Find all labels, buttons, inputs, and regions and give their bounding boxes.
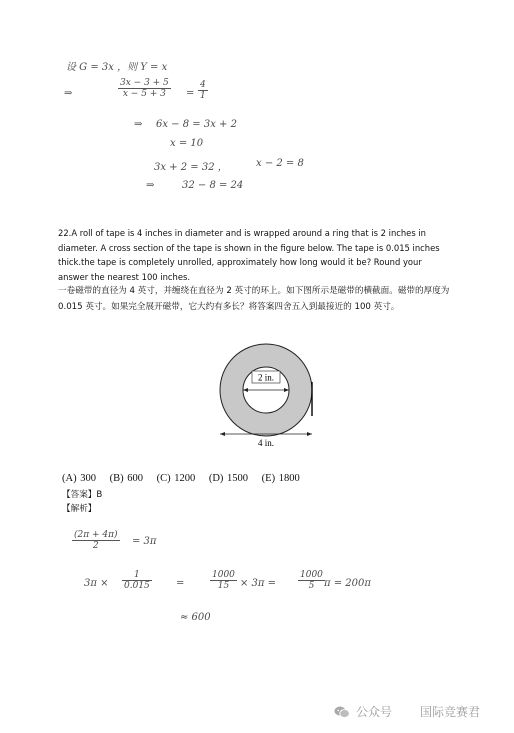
hw-step-4: 32 − 8 = 24 xyxy=(182,180,244,191)
hw-avg-fraction xyxy=(72,530,120,551)
hw-mult-left: 3π × xyxy=(84,578,109,589)
choice-c: (C) 1200 xyxy=(156,473,196,484)
answer-choices xyxy=(62,473,310,484)
hw-f3-den: 5 xyxy=(308,581,315,591)
hw-fraction-3 xyxy=(298,570,325,591)
problem-chinese: 一卷磁带的直径为 4 英寸，并缠绕在直径为 2 英寸的环上。如下图所示是磁带的横截面。磁带的厚度为 0.015 英寸。如果完全展开磁带，它大约有多长？将答案四舍五入到最接近的 100 英寸。 xyxy=(58,286,450,312)
hw-avg-den: 2 xyxy=(92,541,99,551)
hw-let-line: 设 G = 3x ，则 Y = x xyxy=(66,62,168,73)
choice-b: (B) 600 xyxy=(109,473,143,484)
hw-avg-result: = 3π xyxy=(132,536,157,547)
hw-mult-2: × 3π = xyxy=(240,578,277,589)
hw-fraction-right-num: 4 xyxy=(200,80,206,90)
outer-diameter-label: 4 in. xyxy=(257,438,275,448)
hw-f2-num: 1000 xyxy=(212,570,235,580)
hw-f1-den: 0.015 xyxy=(124,581,150,591)
hw-eq-1: = xyxy=(176,578,185,589)
outer-arrow-left-icon xyxy=(220,432,225,436)
watermark-channel: 公众号 xyxy=(356,705,393,719)
outer-arrow-right-icon xyxy=(307,432,312,436)
choice-a: (A) 300 xyxy=(62,473,96,484)
hw-step-1: 6x − 8 = 3x + 2 xyxy=(156,119,237,130)
answer-line: 【答案】B xyxy=(62,490,103,500)
hw-fraction-right-den: 1 xyxy=(200,91,206,101)
hw-fraction-1 xyxy=(122,570,152,591)
hw-arrow-icon-3: ⇒ xyxy=(146,180,155,191)
hw-f3-num: 1000 xyxy=(300,570,323,580)
analysis-label: 【解析】 xyxy=(62,504,97,514)
hw-avg-num: (2π + 4π) xyxy=(74,530,118,540)
problem-english: 22.A roll of tape is 4 inches in diameter and is wrapped around a ring that is 2 inches in diameter. A cross section of the tape is shown in the figure below. The tape is 0.015 inches thick.the tape is completely unrolled, approximately how long would it be? Round your answer the nearest 100 inches. xyxy=(58,228,440,282)
hw-step-3a: 3x + 2 = 32 ， xyxy=(154,162,228,173)
hw-approx: ≈ 600 xyxy=(180,612,211,623)
watermark xyxy=(334,703,480,720)
hw-fraction-left xyxy=(118,78,171,99)
hw-f2-den: 15 xyxy=(217,581,230,591)
hw-step-3b: x − 2 = 8 xyxy=(256,158,304,169)
hw-fraction-2 xyxy=(210,570,237,591)
hw-arrow-icon-2: ⇒ xyxy=(134,119,143,130)
watermark-name: 国际竞赛君 xyxy=(420,705,481,719)
inner-diameter-label: 2 in. xyxy=(257,372,275,383)
hw-equals: = xyxy=(186,88,195,99)
hw-f1-num: 1 xyxy=(122,570,152,581)
wechat-icon xyxy=(334,705,350,719)
hw-tail: π = 200π xyxy=(324,578,371,589)
hw-fraction-left-den: x − 5 + 3 xyxy=(122,89,166,99)
hw-fraction-left-num: 3x − 3 + 5 xyxy=(120,78,169,88)
tape-cross-section-figure xyxy=(214,340,326,452)
hw-fraction-right xyxy=(198,80,208,101)
choice-d: (D) 1500 xyxy=(208,473,249,484)
hw-arrow-icon: ⇒ xyxy=(64,88,73,99)
choice-e: (E) 1800 xyxy=(261,473,300,484)
hw-step-2: x = 10 xyxy=(170,138,204,149)
